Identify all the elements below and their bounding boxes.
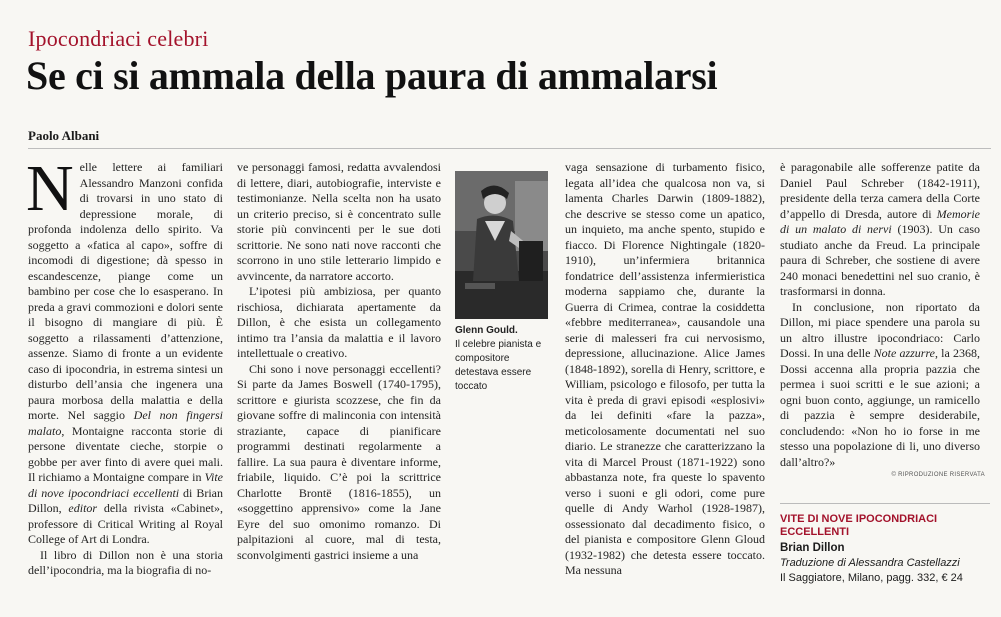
article-column-1 [26,152,223,579]
paragraph: Chi sono i nove personaggi eccellenti? Si parte da James Boswell (1740-1795), scrittore e giurista scozzese, che fin da giovane soffre di malinconia con intensità straziante, capace di pianificare programmi destinati regolarmente a fallire. La sua paura è diventare informe, friabile, liquido. C’è poi la scrittrice Charlotte Brontë (1816-1855), un «soggettino apprensivo» come la Jane Eyre del suo omonimo romanzo. Di palpitazioni al cuore, mal di testa, sconvolgimenti gastrici insieme a una [237,361,441,562]
dropcap: N [26,152,74,225]
divider [28,148,991,149]
paragraph: L’ipotesi più ambiziosa, per quanto rischiosa, dichiarata apertamente da Dillon, è che esista un collegamento intimo tra l’ansia da malattia e il lavoro intellettuale o creativo. [237,284,441,360]
article-column-3 [565,160,765,579]
glenn-gould-photo [455,171,548,319]
photo-caption [455,324,555,394]
article-column-2 [237,160,441,563]
book-translation: Traduzione di Alessandra Castellazzi [780,557,960,569]
book-publisher: Il Saggiatore, Milano, pagg. 332, € 24 [780,572,963,584]
paragraph: vaga sensazione di turbamento fisico, legata all’idea che qualcosa non va, si lamenta Charles Darwin (1809-1882), che descrive se stesso come un apatico, un inquieto, ma anche spento, stupido e fiacco. Di Florence Nightingale (1820-1910), un’infermiera britannica fondatrice dell’assistenza infermieristica moderna sappiamo che, durante la Guerra di Crimea, contrae la cosiddetta «febbre mediterranea», causandole una serie di malesseri fra cui nervosismo, depressione, allucinazione. Alice James (1848-1892), sorella di Henry, scrittore, e William, psicologo e filosofo, per tutta la vita è preda di gravi episodi «esplosivi» da lei definiti «fare la pazza», meticolosamente documentati nel suo diario. Le stranezze che caratterizzano la vita di Marcel Proust (1871-1922) sono abbastanza note, fra queste lo spavento verso i suoni e gli odori, come pure quelle di Andy Warhol (1928-1987), ossessionato dal decadimento fisico, o del pianista e compositore Glenn Gloud (1932-1982) che detesta essere toccato. Ma nessuna [565,160,765,577]
paragraph: Nelle lettere ai familiari Alessandro Manzoni confida di trovarsi in uno stato di depressione morale, di profonda indolenza dello spirito. Va soggetto a «fatica al capo», soffre di incomodi di digestione; dà spesso in escandescenze, piange come un bambino per cose che lo esasperano. In preda a gravi commozioni e dolori sente il bisogno di mangiare di più. È soggetto a rilassamenti d’attenzione, assenze. Siamo di fronte a un evidente caso di ipocondria, in estrema sintesi un disturbo dell’ansia che ingenera una paura morbosa della malattia e della morte. Nel saggio Del non fingersi malato, Montaigne racconta storie di persone diventate cieche, storpie o gobbe per aver finto di avere quei mali. Il richiamo a Montaigne compare in Vite di nove ipocondriaci eccellenti di Brian Dillon, editor della rivista «Cabinet», professore di Critical Writing al Royal College of Art di Londra. [26,152,223,546]
book-info-box [780,503,990,586]
article-author: Paolo Albani [28,128,100,143]
photo-illustration [455,171,548,319]
section-kicker: Ipocondriaci celebri [28,26,209,51]
book-title: VITE DI NOVE IPOCONDRIACI ECCELLENTI [780,513,938,538]
caption-title: Glenn Gould. [455,325,518,336]
article-column-4 [780,160,980,470]
paragraph: Il libro di Dillon non è una storia dell’ipocondria, ma la biografia di no- [28,547,223,577]
article-headline: Se ci si ammala della paura di ammalarsi [26,53,718,98]
paragraph: In conclusione, non riportato da Dillon, mi piace spendere una parola su un altro illustre ipocondriaco: Carlo Dossi. In una delle Note azzurre, la 2368, Dossi accenna alla propria pazzia che permea i suoi scritti e le sue azioni; a ogni buon conto, aggiunge, un ramicello di pazzia è sempre desiderabile, concludendo: «Non ho io forse in me stesso una popolazione di li, uno diverso dall’altro?» [780,299,980,469]
paragraph: ve personaggi famosi, redatta avvalendosi di lettere, diari, autobiografie, interviste e testimonianze. Nella scelta non ha usato un criterio preciso, si è concentrato sulle storie più convincenti per le sue doti scrittorie. Ne sono nati nove racconti che scorrono in uno stile letterario limpido e avvincente, da narratore accorto. [237,160,441,283]
paragraph: è paragonabile alle sofferenze patite da Daniel Paul Schreber (1842-1911), presidente della terza camera della Corte d’appello di Dresda, autore di Memorie di un malato di nervi (1903). Un caso studiato anche da Freud. La principale paura di Schreber, che sostiene di avere 240 monaci benedettini nel suo cranio, è trasformarsi in donna. [780,160,980,298]
caption-text: Il celebre pianista e compositore detestava essere toccato [455,339,542,392]
copyright-notice: © RIPRODUZIONE RISERVATA [891,472,985,478]
book-author: Brian Dillon [780,542,845,554]
